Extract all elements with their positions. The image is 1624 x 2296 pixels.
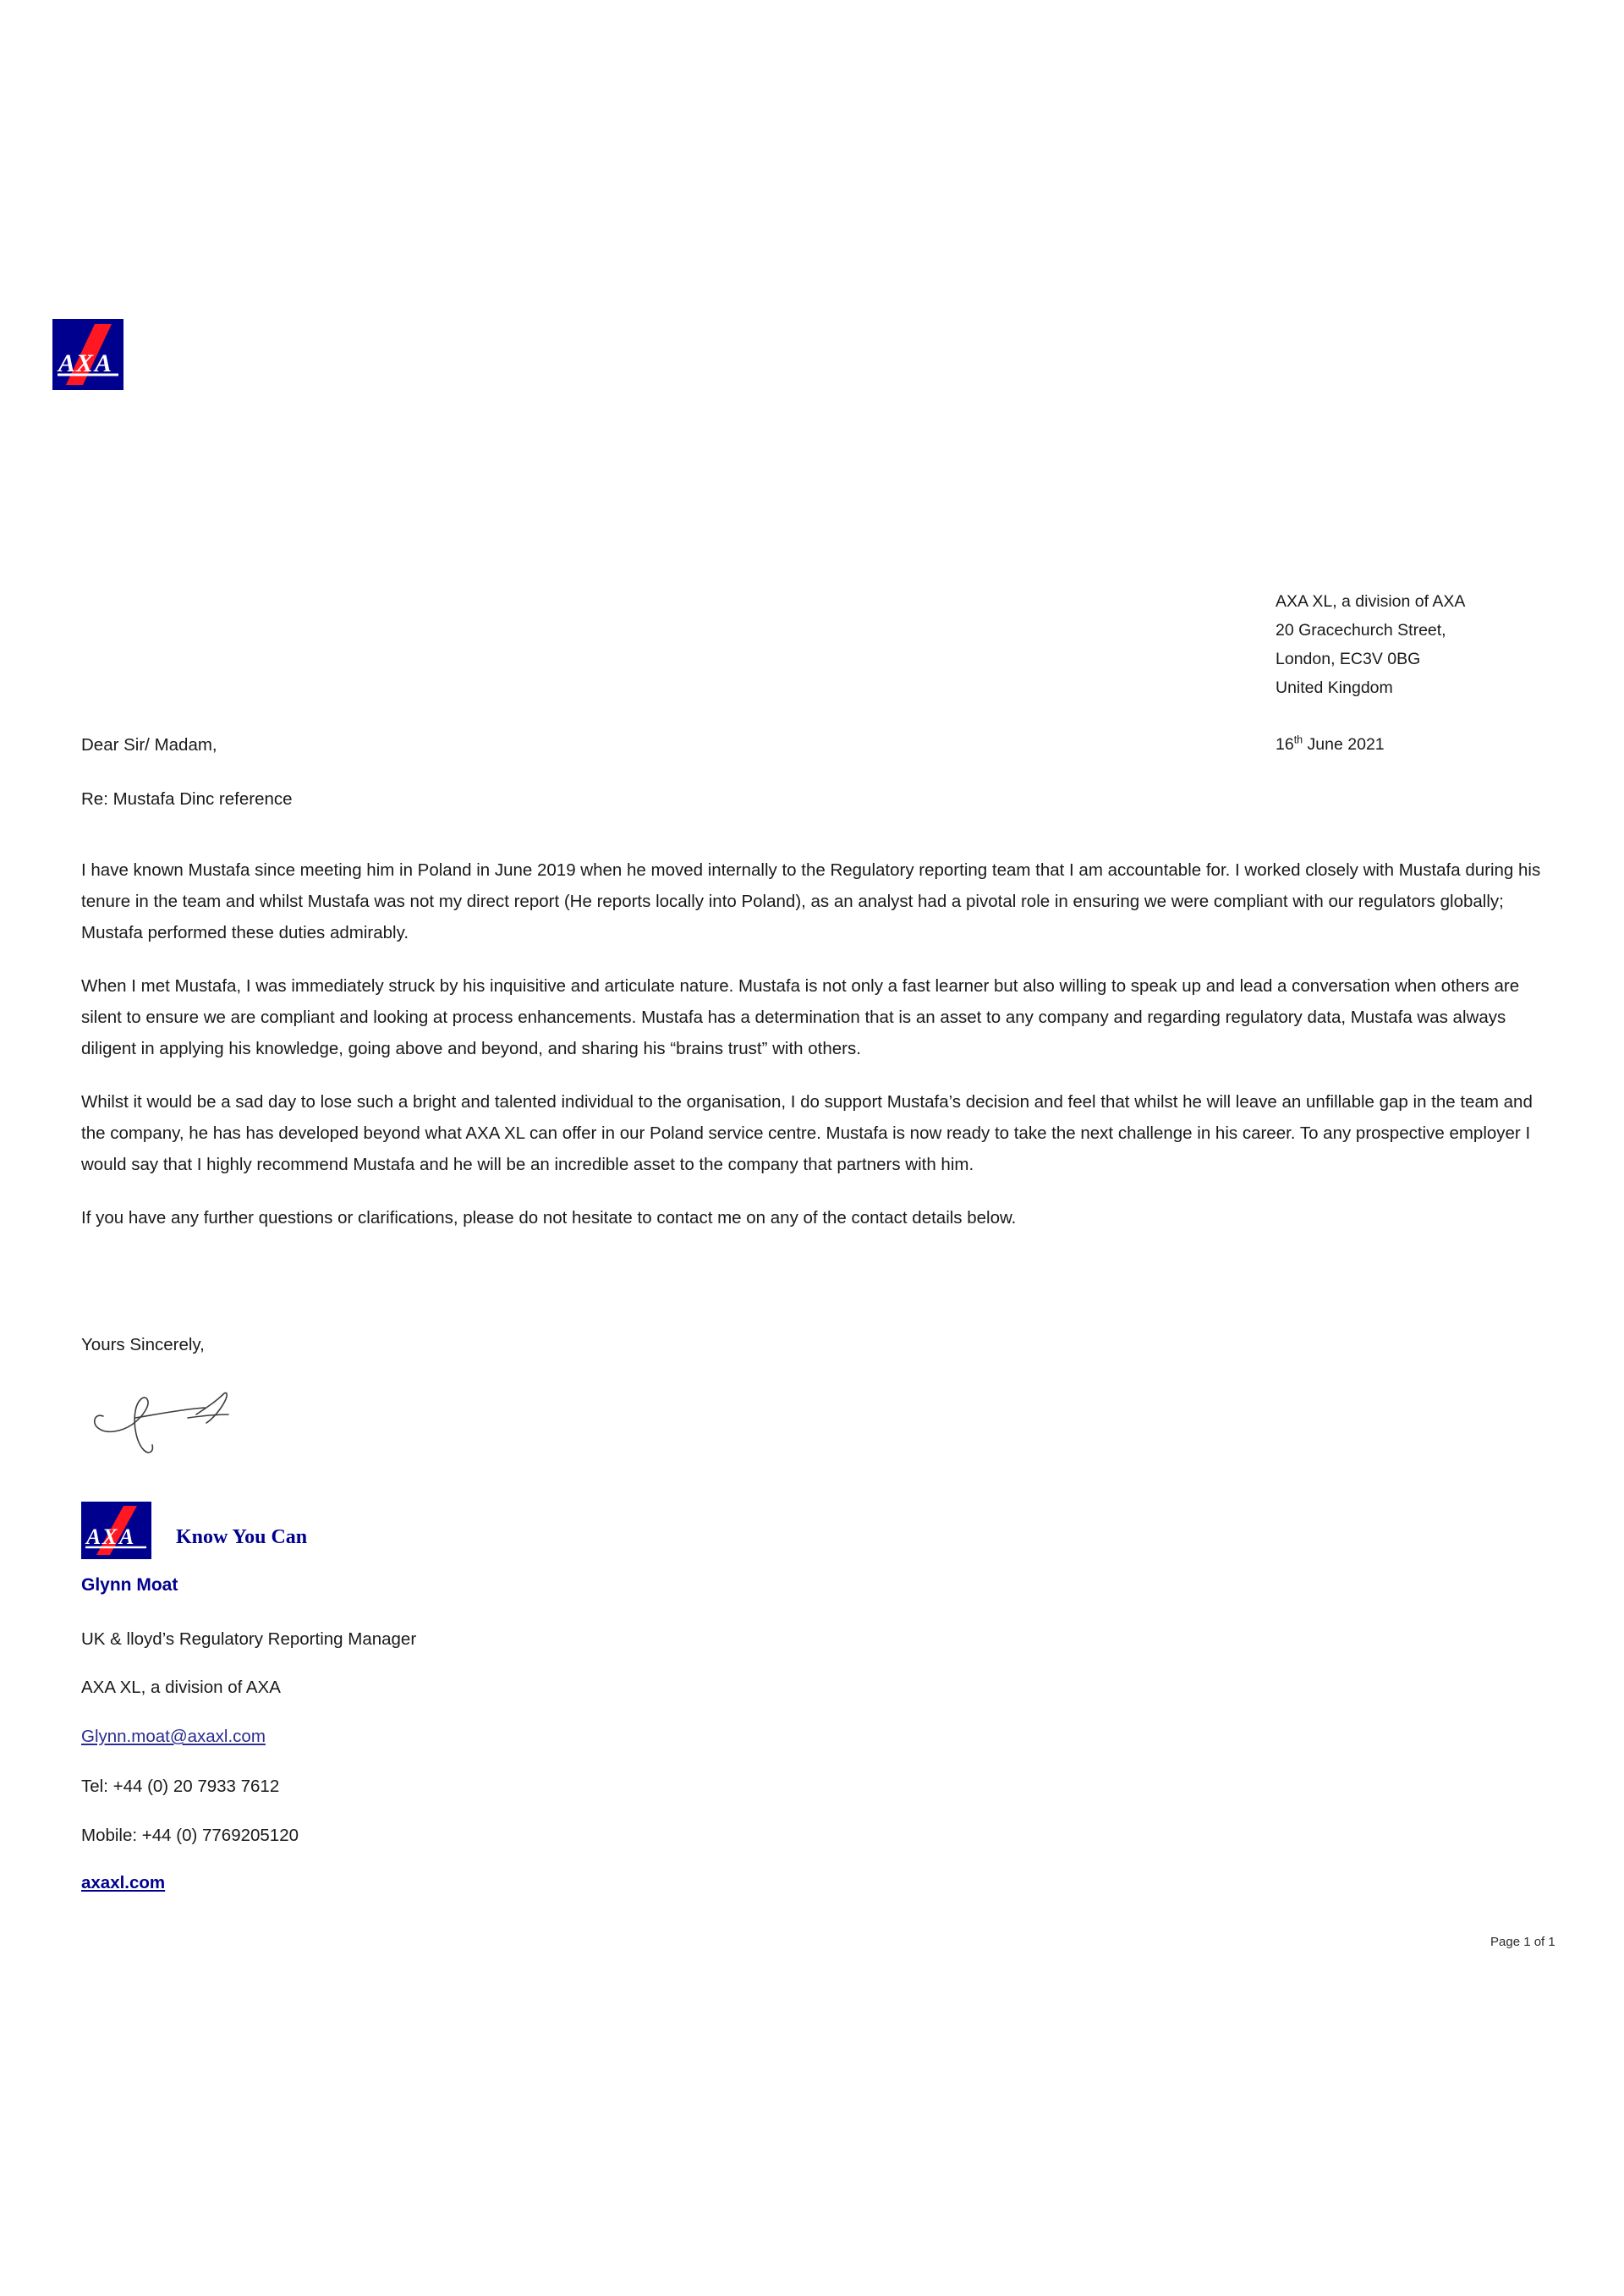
signer-role: UK & lloyd’s Regulatory Reporting Manager: [81, 1629, 417, 1649]
address-line-2: 20 Gracechurch Street,: [1276, 621, 1446, 640]
page-footer: Page 1 of 1: [1490, 1935, 1555, 1949]
svg-text:A: A: [119, 1524, 134, 1549]
body-paragraph: I have known Mustafa since meeting him in Poland in June 2019 when he moved internally to the Regulatory reporting team that I am accountable for. I worked closely with Mustafa during his tenure in the team and whilst Mustafa was not my direct report (He reports locally into Poland), as an analyst had a pivotal role in ensuring we were compliant with our regulators globally; Mustafa performed these duties admirably.: [81, 860, 1541, 942]
letter-body: [81, 854, 1555, 1233]
signer-name: Glynn Moat: [81, 1575, 178, 1595]
signer-telephone: Tel: +44 (0) 20 7933 7612: [81, 1777, 280, 1796]
signer-website-link[interactable]: axaxl.com: [81, 1873, 166, 1892]
svg-text:X: X: [102, 1524, 118, 1549]
address-line-1: AXA XL, a division of AXA: [1276, 592, 1466, 611]
body-paragraph: If you have any further questions or clarifications, please do not hesitate to contact me on any of the contact details below.: [81, 1208, 1017, 1228]
closing-line: Yours Sincerely,: [81, 1335, 205, 1354]
svg-text:A: A: [95, 349, 112, 377]
signer-email-link[interactable]: Glynn.moat@axaxl.com: [81, 1727, 266, 1746]
date-month-year: June 2021: [1303, 735, 1385, 754]
subject-line: Re: Mustafa Dinc reference: [81, 789, 293, 809]
body-paragraph: When I met Mustafa, I was immediately struck by his inquisitive and articulate nature. Mustafa is not only a fast learner but also willing to speak up and lead a conversation when others are silent to ensure we are compliant and looking at process enhancements. Mustafa has a determination that is an asset to any company and regarding regulatory data, Mustafa was always diligent in applying his knowledge, going above and beyond, and sharing his “brains trust” with others.: [81, 976, 1520, 1058]
salutation: Dear Sir/ Madam,: [81, 735, 217, 755]
body-paragraph: Whilst it would be a sad day to lose such a bright and talented individual to the organisation, I do support Mustafa’s decision and feel that whilst he will leave an unfillable gap in the team and the company, he has has developed beyond what AXA XL can offer in our Poland service centre. Mustafa is now ready to take the next challenge in his career. To any prospective employer I would say that I highly recommend Mustafa and he will be an incredible asset to the company that partners with him.: [81, 1092, 1533, 1174]
svg-text:A: A: [58, 349, 76, 377]
svg-text:X: X: [76, 349, 94, 377]
handwritten-signature: [88, 1379, 308, 1472]
sender-address: [1276, 587, 1465, 702]
address-line-3: London, EC3V 0BG: [1276, 650, 1421, 668]
date-day: 16: [1276, 735, 1294, 754]
address-line-4: United Kingdom: [1276, 678, 1393, 697]
signer-mobile: Mobile: +44 (0) 7769205120: [81, 1826, 299, 1845]
letter-date: [1276, 733, 1385, 756]
axa-logo-header: [52, 319, 123, 390]
axa-logo-signature: [81, 1502, 151, 1559]
svg-text:A: A: [86, 1524, 102, 1549]
signer-organisation: AXA XL, a division of AXA: [81, 1678, 281, 1697]
brand-tagline: Know You Can: [176, 1526, 308, 1548]
date-ordinal: th: [1293, 733, 1303, 746]
